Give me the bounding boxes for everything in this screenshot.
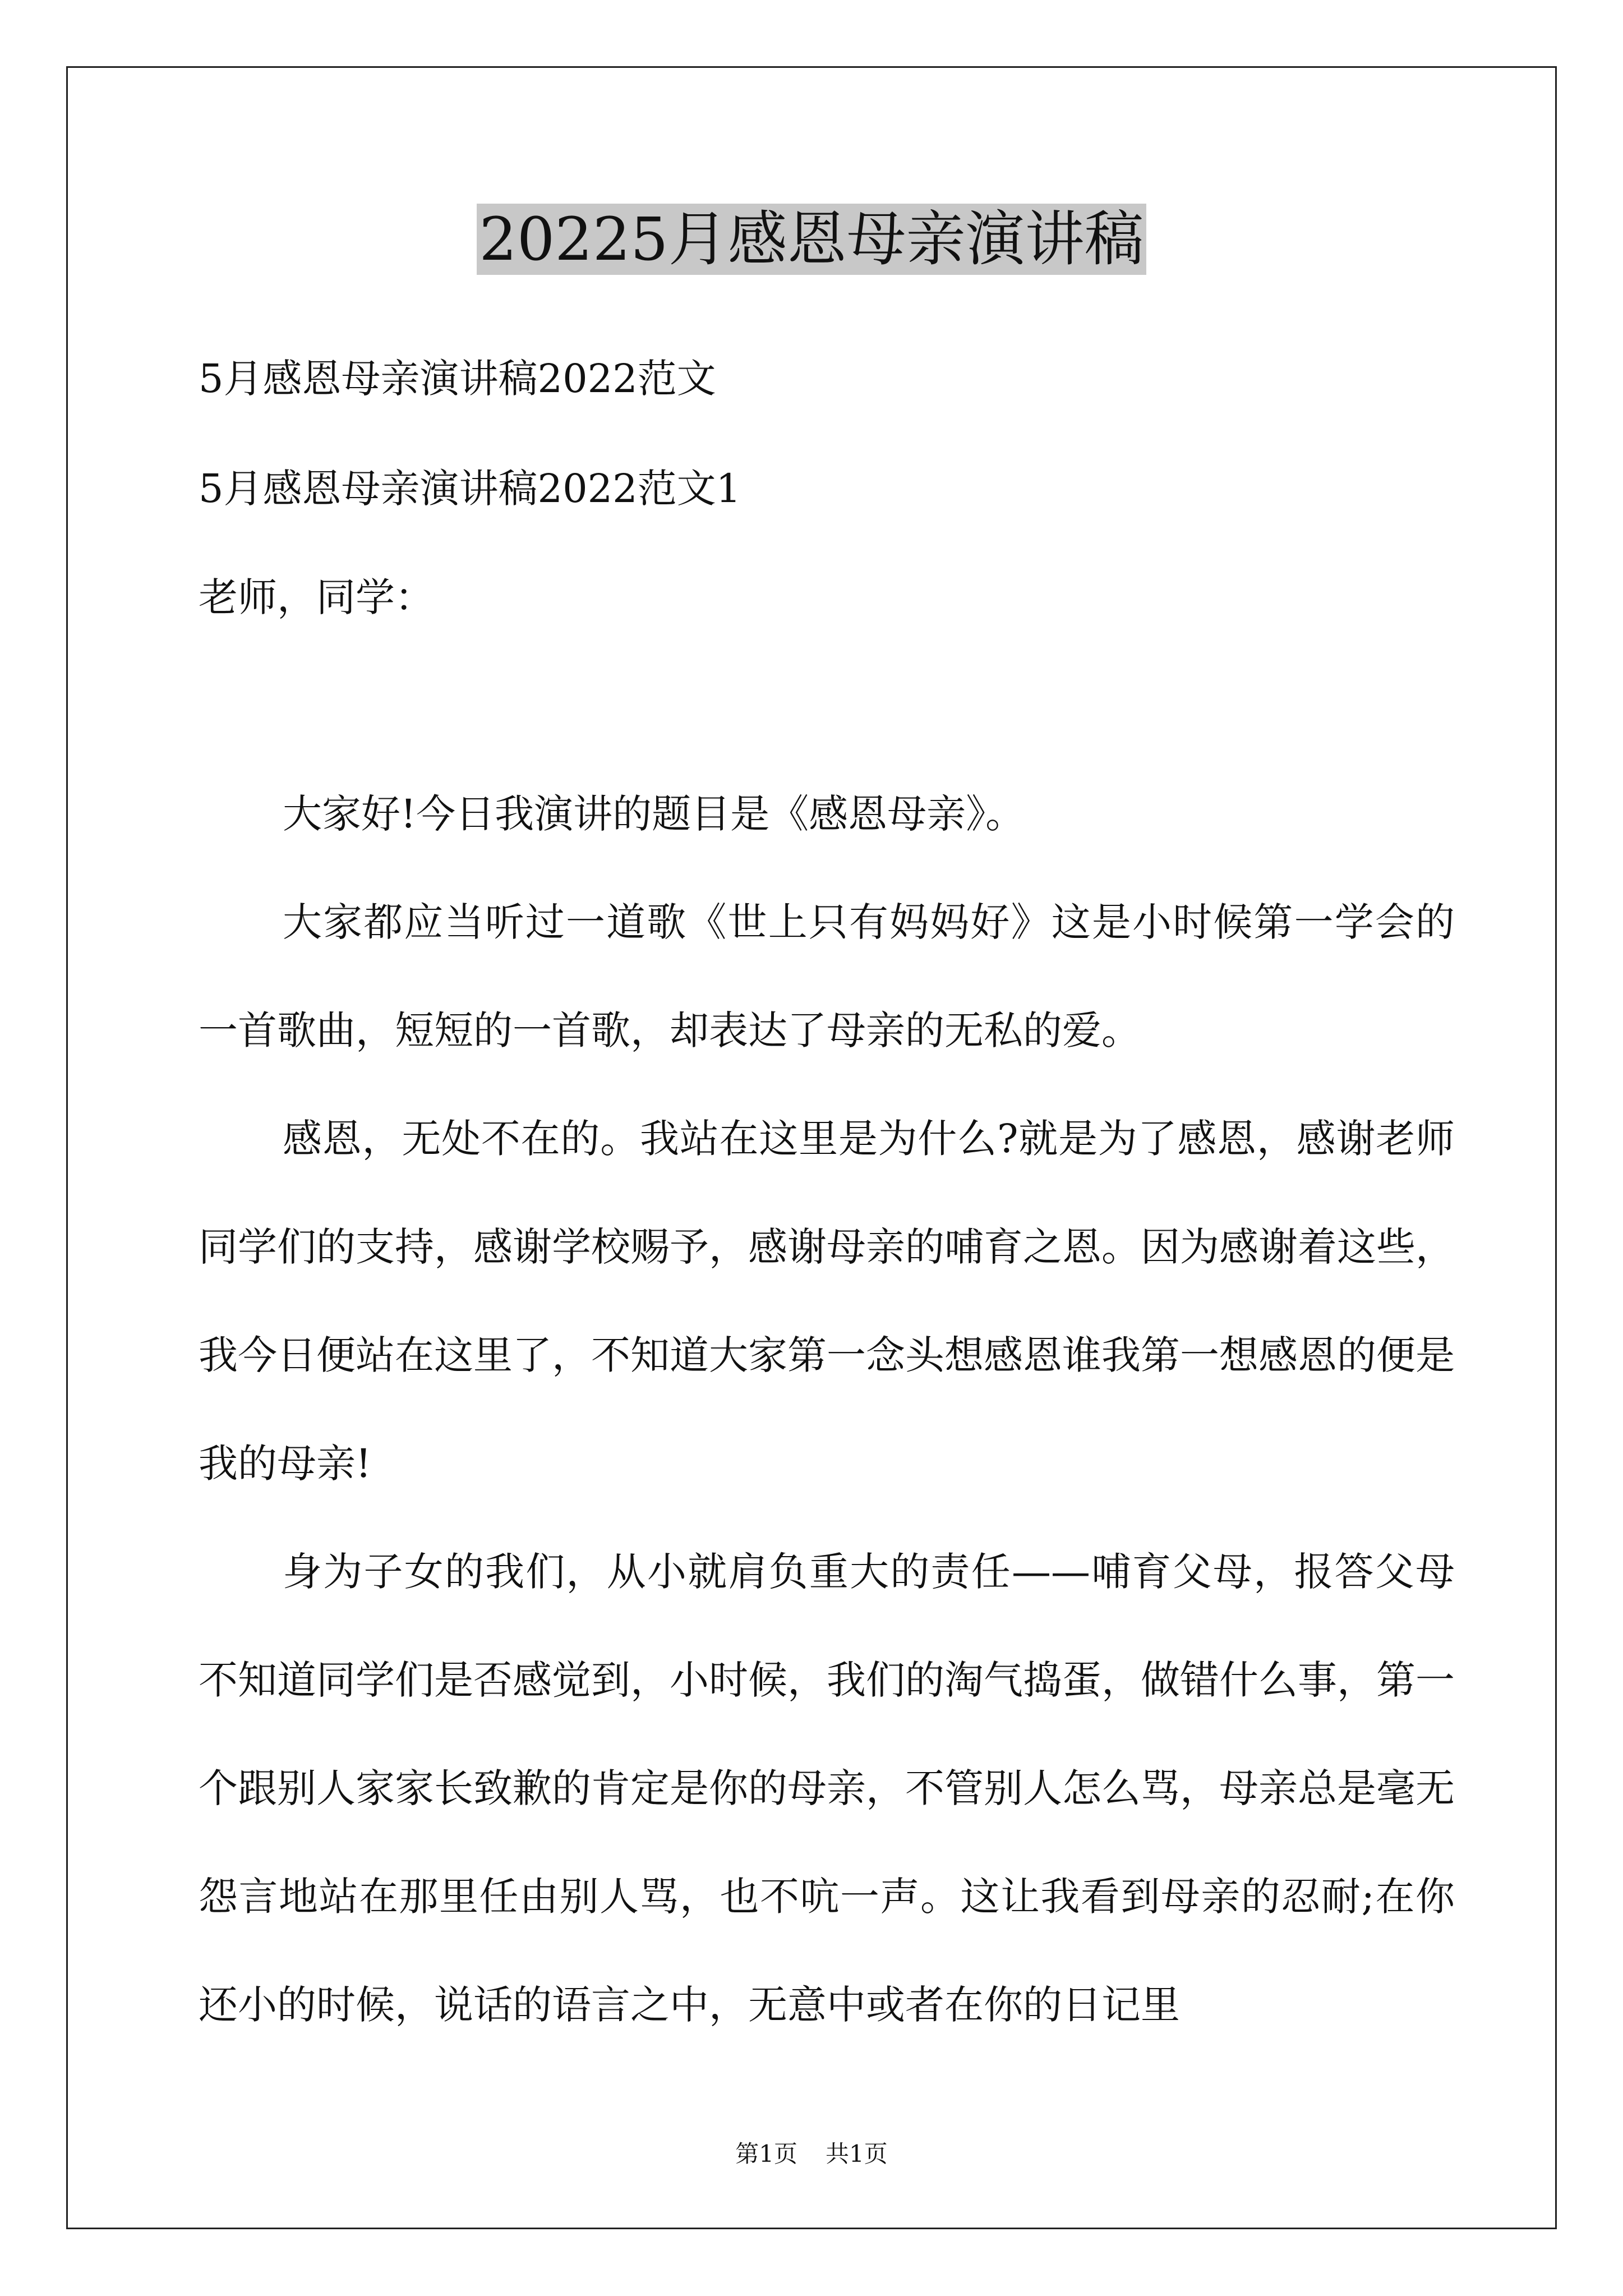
document-title	[0, 203, 1623, 276]
paragraph-2: 大家都应当听过一道歌《世上只有妈妈好》这是小时候第一学会的一首歌曲，短短的一首歌，却表达了母亲的无私的爱。	[199, 899, 1455, 1053]
page-number: 第1页	[735, 2140, 797, 2168]
subtitle-line: 5月感恩母亲演讲稿2022范文	[199, 356, 716, 402]
salutation: 老师，同学：	[199, 574, 434, 620]
paragraph-4: 身为子女的我们，从小就肩负重大的责任——哺育父母，报答父母不知道同学们是否感觉到，小时候，我们的淘气捣蛋，做错什么事，第一个跟别人家家长致歉的肯定是你的母亲，不管别人怎么骂，母亲总是毫无怨言地站在那里任由别人骂，也不吭一声。这让我看到母亲的忍耐;在你还小的时候，说话的语言之中，无意中或者在你的日记里	[199, 1549, 1455, 2028]
paragraph-3: 感恩，无处不在的。我站在这里是为什么?就是为了感恩，感谢老师同学们的支持，感谢学校赐予，感谢母亲的哺育之恩。因为感谢着这些，我今日便站在这里了，不知道大家第一念头想感恩谁我第一想感恩的便是我的母亲!	[199, 1116, 1455, 1487]
title-highlight: 20225月感恩母亲演讲稿	[477, 204, 1146, 275]
paragraph-1: 大家好!今日我演讲的题目是《感恩母亲》。	[283, 791, 1025, 837]
page-total: 共1页	[826, 2140, 888, 2168]
page-footer	[0, 2137, 1623, 2171]
section-heading: 5月感恩母亲演讲稿2022范文1	[199, 466, 741, 512]
